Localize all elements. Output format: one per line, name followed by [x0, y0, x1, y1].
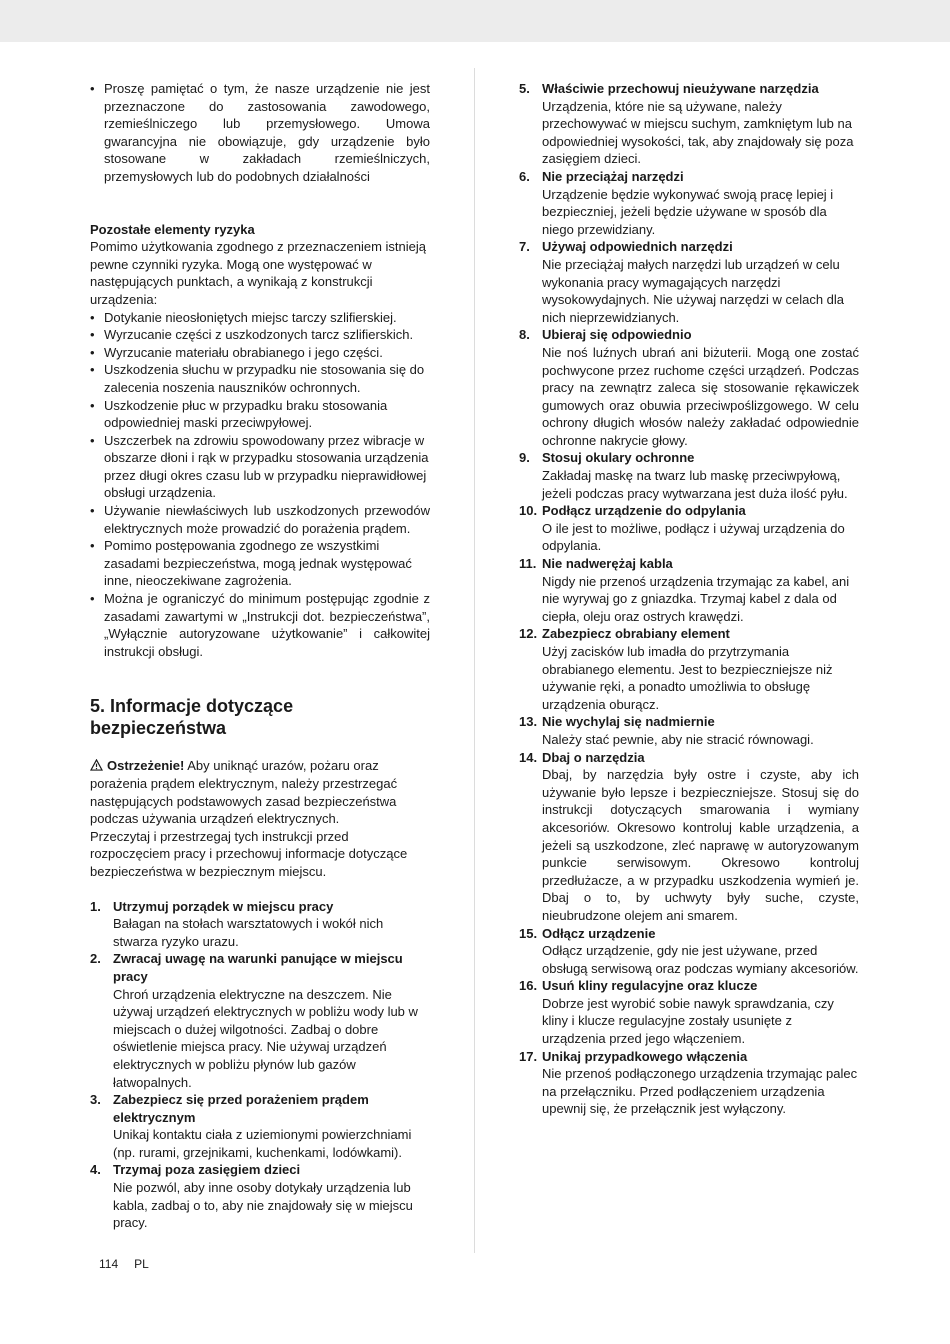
risks-heading: Pozostałe elementy ryzyka [90, 221, 255, 237]
list-item: 7. Używaj odpowiednich narzędzi Nie przeciążaj małych narzędzi lub urządzeń w celu wykonania pracy wymagających narzędzi wysokowydajnych. Nie używaj narzędzi w celach dla nich nieprzewidzianych. [519, 239, 845, 325]
list-item: 10. Podłącz urządzenie do odpylania O ile jest to możliwe, podłącz i używaj urządzenia do odpylania. [519, 503, 845, 554]
list-item: 1. Utrzymuj porządek w miejscu pracy Bałagan na stołach warsztatowych i wokół nich stwarza ryzyko urazu. [90, 898, 384, 949]
list-item: 13. Nie wychylaj się nadmiernie Należy stać pewnie, aby nie stracić równowagi. [519, 714, 814, 747]
warning-text: Aby uniknąć urazów, pożaru oraz porażenia prądem elektrycznym, należy przestrzegać następujących podstawowych zasad bezpieczeństwa podczas używania urządzeń elektrycznych. [90, 758, 398, 827]
list-item: • Uszkodzenie płuc w przypadku braku stosowania odpowiedniej maski przeciwpyłowej. [90, 397, 430, 432]
page-footer [99, 1257, 165, 1271]
list-item: • Uszczerbek na zdrowiu spowodowany przez wibracje w obszarze dłoni i rąk w przypadku stosowania urządzenia przez długi okres czasu lub w przypadku nieprawidłowej obsługi urządzenia. [90, 432, 430, 502]
list-item: 17. Unikaj przypadkowego włączenia Nie przenoś podłączonego urządzenia trzymając palec na przełączniku. Przed podłączeniem urządzenia upewnij się, że przełącznik jest wyłączony. [519, 1048, 858, 1117]
list-item: 4. Trzymaj poza zasięgiem dzieci Nie pozwól, aby inne osoby dotykały urządzenia lub kabla, zadbaj o to, aby nie znajdowały się w miejscu pracy. [90, 1162, 413, 1231]
list-item: • Pomimo postępowania zgodnego ze wszystkimi zasadami bezpieczeństwa, mogą jednak występować inne, nieoczekiwane zagrożenia. [90, 537, 430, 590]
safety-list-right [519, 80, 859, 1118]
warning-triangle-icon [90, 759, 103, 771]
list-item: • Używanie niewłaściwych lub uszkodzonych przewodów elektrycznych może prowadzić do porażenia prądem. [90, 502, 430, 537]
list-item: 8. Ubieraj się odpowiednio Nie noś luźnych ubrań ani biżuterii. Mogą one zostać pochwycone przez ruchome części urządzeń. Podczas pracy na zewnątrz zaleca się stosowanie rękawiczek gumowych oraz obuwia przeciwpoślizgowego. W celu ochrony długich włosów należy zakładać odpowiednie ochronne nakrycie głowy. [519, 327, 859, 448]
list-item: • Dotykanie nieosłoniętych miejsc tarczy szlifierskiej. [90, 309, 430, 327]
list-item: 9. Stosuj okulary ochronne Zakładaj maskę na twarz lub maskę przeciwpyłową, jeżeli podczas pracy wytwarzana jest duża ilość pyłu. [519, 450, 848, 501]
right-column [519, 80, 859, 1118]
left-column [90, 80, 430, 1232]
list-item: • Można je ograniczyć do minimum postępując zgodnie z zasadami zawartymi w „Instrukcji dot. bezpieczeństwa”, „Wyłącznie autoryzowane użytkowanie” i całkowitej instrukcji obsługi. [90, 590, 430, 660]
list-item: 11. Nie nadwerężaj kabla Nigdy nie przenoś urządzenia trzymając za kabel, ani nie wyrywaj go z gniazdka. Trzymaj kabel z dala od ciepła, oleju oraz ostrych krawędzi. [519, 556, 850, 624]
read-instructions-text: Przeczytaj i przestrzegaj tych instrukcji przed rozpoczęciem pracy i przechowuj informacje dotyczące bezpieczeństwa w bezpiecznym miejscu. [90, 828, 408, 879]
list-item: • Uszkodzenia słuchu w przypadku nie stosowania się do zalecenia noszenia nauszników ochronnych. [90, 361, 430, 396]
list-item: • Proszę pamiętać o tym, że nasze urządzenie nie jest przeznaczone do zastosowania zawodowego, rzemieślniczego lub przemysłowego. Umowa gwarancyjna nie obowiązuje, gdy urządzenie było stosowane w zakładach rzemieślniczych, przemysłowych lub do podobnych działalności [90, 80, 430, 186]
warning-paragraph [90, 757, 430, 827]
list-item: 12. Zabezpiecz obrabiany element Użyj zacisków lub imadła do przytrzymania obrabianego elementu. Jest to bezpieczniejsze niż używanie ręki, a ponadto umożliwia to obsługę urządzenia oburącz. [519, 626, 833, 712]
list-item: • Wyrzucanie materiału obrabianego i jego części. [90, 344, 430, 362]
page-number: 114 [99, 1257, 119, 1271]
safety-list-left [90, 898, 430, 1232]
list-item: 6. Nie przeciążaj narzędzi Urządzenie będzie wykonywać swoją pracę lepiej i bezpieczniej, jeżeli będzie używane w sposób dla niego przewidziany. [519, 168, 834, 237]
intro-bullet-list [90, 80, 430, 186]
column-divider [474, 68, 475, 1253]
list-item: 3. Zabezpiecz się przed porażeniem prądem elektrycznym Unikaj kontaktu ciała z uziemionymi powierzchniami (np. rurami, grzejnikami, kuchenkami, lodówkami). [90, 1092, 412, 1160]
section-title: 5. Informacje dotyczące bezpieczeństwa [90, 696, 294, 739]
risks-list [90, 309, 430, 661]
list-item: 15. Odłącz urządzenie Odłącz urządzenie, gdy nie jest używane, przed obsługą serwisową oraz podczas wymiany akcesoriów. [519, 925, 859, 976]
language-code: PL [134, 1257, 149, 1271]
top-bar [0, 0, 950, 42]
risks-intro: Pomimo użytkowania zgodnego z przeznaczeniem istnieją pewne czynniki ryzyka. Mogą one występować w następujących punktach, a wynikają z konstrukcji urządzenia: [90, 239, 427, 307]
warning-label: Ostrzeżenie! [107, 758, 185, 774]
list-item: 5. Właściwie przechowuj nieużywane narzędzia Urządzenia, które nie są używane, należy przechowywać w miejscu suchym, zamkniętym lub na odpowiedniej wysokości, tak, aby znajdowały się poza zasięgiem dzieci. [519, 81, 854, 167]
list-item: 14. Dbaj o narzędzia Dbaj, by narzędzia były ostre i czyste, aby ich używanie było lepsze i bezpieczniejsze. Stosuj się do instrukcji dotyczących smarowania i wymiany akcesoriów. Okresowo kontroluj kable urządzenia, a jeżeli są uszkodzone, zleć naprawę w autoryzowanym punkcie serwisowym. Okresowo kontroluj przedłużacze, a w przypadku uszkodzenia wymień je. Dbaj o to, by uchwyty były suche, czyste, nieubrudzone olejem ani smarem. [519, 749, 859, 923]
list-item: • Wyrzucanie części z uszkodzonych tarcz szlifierskich. [90, 326, 430, 344]
list-item: 16. Usuń kliny regulacyjne oraz klucze Dobrze jest wyrobić sobie nawyk sprawdzania, czy kliny i klucze regulacyjne zostały usunięte z urządzenia przed jego włączeniem. [519, 978, 834, 1047]
list-item: 2. Zwracaj uwagę na warunki panujące w miejscu pracy Chroń urządzenia elektryczne na deszczem. Nie używaj urządzeń elektrycznych w pobliżu wody lub w miejscach o dużej wilgotności. Zadbaj o dobre oświetlenie miejsca pracy. Nie używaj urządzeń elektrycznych w pobliżu płynów lub gazów łatwopalnych. [90, 951, 418, 1090]
